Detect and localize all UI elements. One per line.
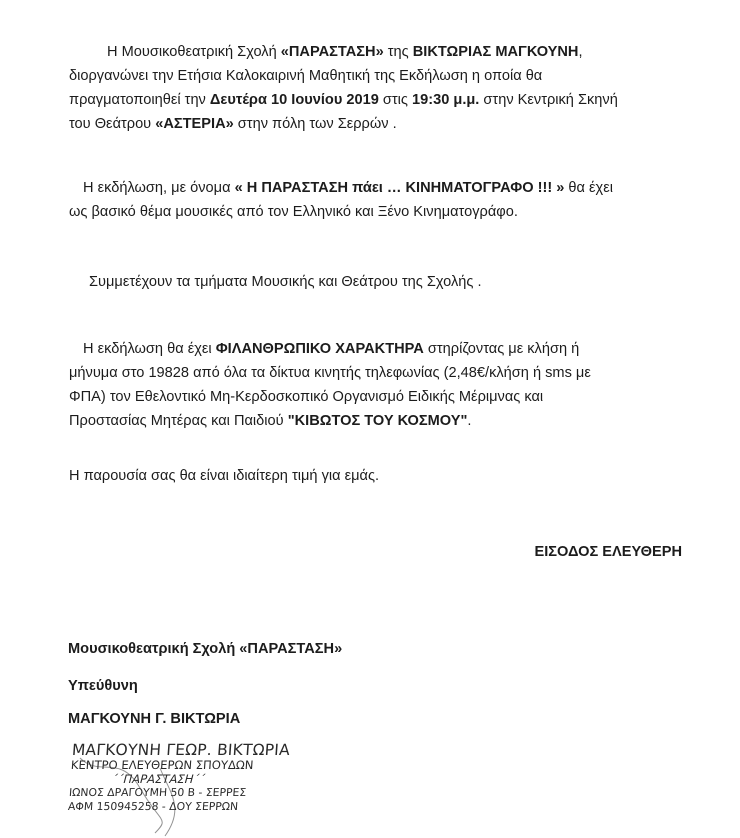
p4-line-4 <box>69 409 669 433</box>
theater-name-bold: «ΑΣΤΕΡΙΑ» <box>155 116 234 132</box>
stamp-line-1: ΜΑΓΚΟΥΝΗ ΓΕΩΡ. ΒΙΚΤΩΡΙΑ <box>71 741 291 759</box>
p1-line-4 <box>69 112 669 136</box>
text: στην Κεντρική Σκηνή <box>479 92 618 108</box>
stamp-line-2: ΚΕΝΤΡΟ ΕΛΕΥΘΕΡΩΝ ΣΠΟΥΔΩΝ <box>70 758 254 772</box>
p4-line-3: ΦΠΑ) τον Εθελοντικό Μη-Κερδοσκοπικό Οργανισμό Ειδικής Μέριμνας και <box>69 389 544 405</box>
paragraph-charity <box>69 337 669 433</box>
signature-school: Μουσικοθεατρική Σχολή «ΠΑΡΑΣΤΑΣΗ» <box>68 641 343 657</box>
official-stamp <box>67 741 291 814</box>
text: στην πόλη των Σερρών . <box>233 116 397 132</box>
text: Η Μουσικοθεατρική Σχολή <box>107 44 281 60</box>
text: . <box>467 413 472 429</box>
paragraph-participants <box>69 270 669 294</box>
free-entry-notice: ΕΙΣΟΔΟΣ ΕΛΕΥΘΕΡΗ <box>534 544 682 560</box>
event-time-bold: 19:30 μ.μ. <box>412 92 480 108</box>
p4-line-2: μήνυμα στο 19828 από όλα τα δίκτυα κινητής τηλεφωνίας (2,48€/κλήση ή sms με <box>69 365 591 381</box>
stamp-line-3: ΄΄ΠΑΡΑΣΤΑΣΗ΄΄ <box>111 772 206 786</box>
paragraph-event-theme <box>69 176 669 224</box>
signature-role: Υπεύθυνη <box>68 678 138 694</box>
p2-line-2: ως βασικό θέμα μουσικές από τον Ελληνικό και Ξένο Κινηματογράφο. <box>69 204 518 220</box>
event-title-bold: « Η ΠΑΡΑΣΤΑΣΗ πάει … ΚΙΝΗΜΑΤΟΓΡΑΦΟ !!! » <box>234 180 565 196</box>
p1-line-3 <box>69 88 669 112</box>
text: της <box>383 44 413 60</box>
text: , <box>578 44 583 60</box>
p1-line-1 <box>69 40 669 64</box>
paragraph-closing <box>69 464 669 488</box>
text: στηρίζοντας με κλήση ή <box>423 341 580 357</box>
text: Προστασίας Μητέρας και Παιδιού <box>69 413 288 429</box>
text: Η εκδήλωση θα έχει <box>83 341 216 357</box>
school-name-bold: «ΠΑΡΑΣΤΑΣΗ» <box>280 44 384 60</box>
charity-org-bold: "ΚΙΒΩΤΟΣ ΤΟΥ ΚΟΣΜΟΥ" <box>287 413 468 429</box>
signature-name: ΜΑΓΚΟΥΝΗ Γ. ΒΙΚΤΩΡΙΑ <box>68 711 241 727</box>
text: θα έχει <box>564 180 613 196</box>
p2-line-1 <box>69 176 669 200</box>
owner-name-bold: ΒΙΚΤΩΡΙΑΣ ΜΑΓΚΟΥΝΗ <box>412 44 579 60</box>
event-date-bold: Δευτέρα 10 Ιουνίου 2019 <box>209 92 379 108</box>
text: στις <box>378 92 413 108</box>
text: Η εκδήλωση, με όνομα <box>83 180 235 196</box>
charity-bold: ΦΙΛΑΝΘΡΩΠΙΚΟ ΧΑΡΑΚΤΗΡΑ <box>215 341 424 357</box>
stamp-line-5: ΑΦΜ 150945258 - ΔΟΥ ΣΕΡΡΩΝ <box>67 800 239 813</box>
paragraph-event-intro <box>69 40 669 136</box>
stamp-line-4: ΙΩΝΟΣ ΔΡΑΓΟΥΜΗ 50 Β - ΣΕΡΡΕΣ <box>68 786 247 799</box>
p4-line-1 <box>69 337 669 361</box>
p3-line-1: Συμμετέχουν τα τμήματα Μουσικής και Θεάτρου της Σχολής . <box>89 274 482 290</box>
text: του Θεάτρου <box>69 116 156 132</box>
p5-line-1: Η παρουσία σας θα είναι ιδιαίτερη τιμή για εμάς. <box>69 468 380 484</box>
text: πραγματοποιηθεί την <box>69 92 210 108</box>
p1-line-2: διοργανώνει την Ετήσια Καλοκαιρινή Μαθητική της Εκδήλωση η οποία θα <box>69 68 543 84</box>
